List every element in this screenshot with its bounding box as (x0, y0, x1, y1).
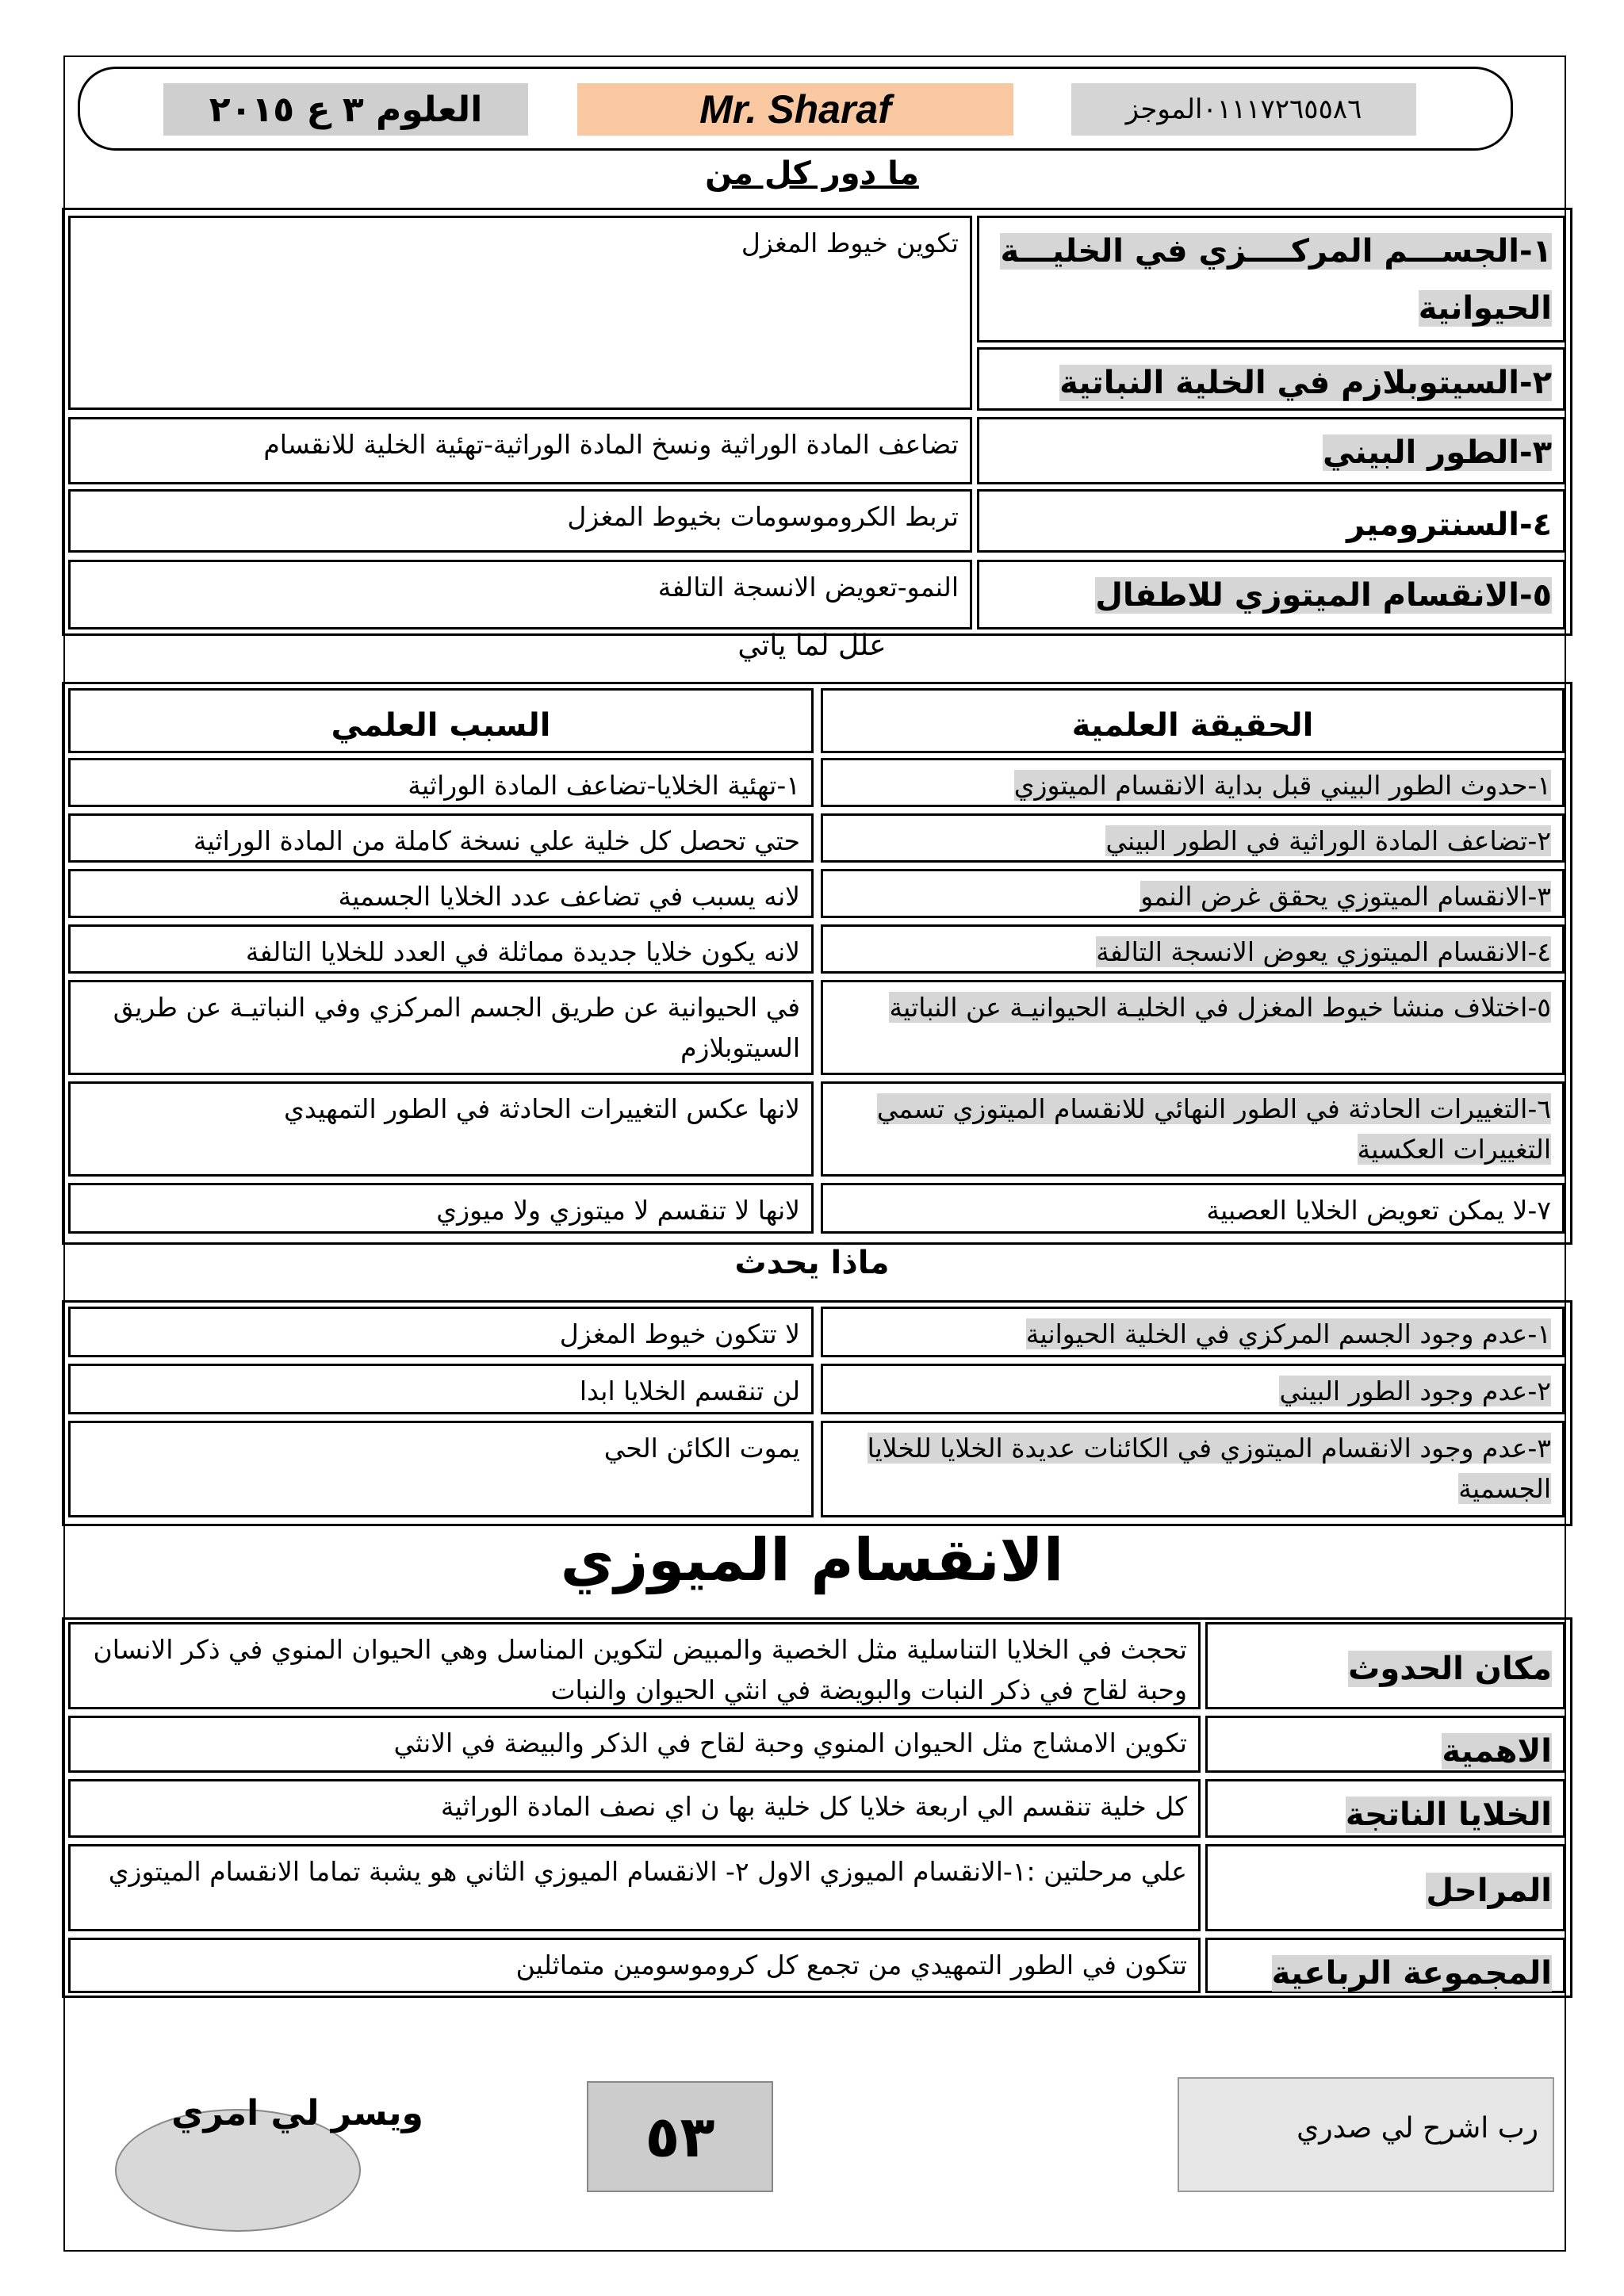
contact-number: ٠١١١٧٢٦٥٥٨٦الموجز (1071, 83, 1416, 136)
section-explain-title: علل لما ياتي (737, 629, 887, 662)
role-term: ٥-الانقسام الميتوزي للاطفال (977, 560, 1565, 629)
meiosis-label: الاهمية (1205, 1716, 1565, 1773)
teacher-name: Mr. Sharaf (577, 83, 1013, 136)
meiosis-text: علي مرحلتين :١-الانقسام الميوزي الاول ٢- الانقسام الميوزي الثاني هو يشبة تماما الانقسام الميتوزي (68, 1844, 1201, 1931)
reason-cell: ١-تهئية الخلايا-تضاعف المادة الوراثية (68, 758, 814, 807)
role-value: تضاعف المادة الوراثية ونسخ المادة الوراثية-تهئية الخلية للانقسام (68, 417, 972, 484)
role-value: النمو-تعويض الانسجة التالفة (68, 560, 972, 629)
meiosis-label: المجموعة الرباعية (1205, 1938, 1565, 1993)
reason-cell: حتي تحصل كل خلية علي نسخة كاملة من المادة الوراثية (68, 813, 814, 863)
page-number: ٥٣ (587, 2081, 773, 2192)
role-value: تربط الكروموسومات بخيوط المغزل (68, 489, 972, 553)
condition-cell: ٢-عدم وجود الطور البيني (821, 1364, 1565, 1414)
section-what-title: ماذا يحدث (734, 1245, 890, 1281)
role-term: ٤-السنترومير (977, 489, 1565, 553)
meiosis-label: الخلايا الناتجة (1205, 1779, 1565, 1838)
fact-cell: ٢-تضاعف المادة الوراثية في الطور البيني (821, 813, 1565, 863)
fact-cell: ٥-اختلاف منشا خيوط المغزل في الخليـة الحيوانيـة عن النباتية (821, 980, 1565, 1075)
reason-cell: لانه يسبب في تضاعف عدد الخلايا الجسمية (68, 869, 814, 918)
meiosis-label: مكان الحدوث (1205, 1622, 1565, 1709)
fact-header: الحقيقة العلمية (821, 688, 1565, 753)
condition-cell: ٣-عدم وجود الانقسام الميتوزي في الكائنات عديدة الخلايا للخلايا الجسمية (821, 1421, 1565, 1517)
meiosis-label: المراحل (1205, 1844, 1565, 1931)
result-cell: يموت الكائن الحي (68, 1421, 814, 1517)
condition-cell: ١-عدم وجود الجسم المركزي في الخلية الحيوانية (821, 1307, 1565, 1357)
subject-title: العلوم ٣ ع ٢٠١٥ (163, 83, 528, 136)
meiosis-text: تتكون في الطور التمهيدي من تجمع كل كروموسومين متماثلين (68, 1938, 1201, 1993)
role-term: ١-الجســـم المركــــزي في الخليـــة الحيوانية (977, 216, 1565, 342)
section-meiosis-title: الانقسام الميوزي (560, 1526, 1064, 1594)
header-banner (78, 67, 1513, 151)
reason-cell: في الحيوانية عن طريق الجسم المركزي وفي النباتيـة عن طريق السيتوبلازم (68, 980, 814, 1075)
fact-cell: ٧-لا يمكن تعويض الخلايا العصبية (821, 1183, 1565, 1234)
reason-header: السبب العلمي (68, 688, 814, 753)
fact-cell: ٦-التغييرات الحادثة في الطور النهائي للانقسام الميتوزي تسمي التغييرات العكسية (821, 1081, 1565, 1177)
meiosis-text: تكوين الامشاج مثل الحيوان المنوي وحبة لقاح في الذكر والبيضة في الانثي (68, 1716, 1201, 1773)
fact-cell: ٣-الانقسام الميتوزي يحقق غرض النمو (821, 869, 1565, 918)
result-cell: لن تنقسم الخلايا ابدا (68, 1364, 814, 1414)
prayer-box: رب اشرح لي صدري (1178, 2077, 1554, 2192)
section-role-title: ما دور كل من (705, 155, 919, 192)
role-term: ٣-الطور البيني (977, 417, 1565, 484)
reason-cell: لانه يكون خلايا جديدة مماثلة في العدد للخلايا التالفة (68, 924, 814, 974)
role-value: تكوين خيوط المغزل (68, 216, 972, 410)
meiosis-text: كل خلية تنقسم الي اربعة خلايا كل خلية بها ن اي نصف المادة الوراثية (68, 1779, 1201, 1838)
role-term: ٢-السيتوبلازم في الخلية النباتية (977, 347, 1565, 411)
result-cell: لا تتكون خيوط المغزل (68, 1307, 814, 1357)
reason-cell: لانها عكس التغييرات الحادثة في الطور التمهيدي (68, 1081, 814, 1177)
fact-cell: ٤-الانقسام الميتوزي يعوض الانسجة التالفة (821, 924, 1565, 974)
prayer-text-2: ويسر لي امري (171, 2093, 423, 2133)
fact-cell: ١-حدوث الطور البيني قبل بداية الانقسام الميتوزي (821, 758, 1565, 807)
meiosis-text: تحجث في الخلايا التناسلية مثل الخصية والمبيض لتكوين المناسل وهي الحيوان المنوي في ذكر الانسان وحبة لقاح في ذكر النبات والبويضة في انثي الحيوان والنبات (68, 1622, 1201, 1709)
reason-cell: لانها لا تنقسم لا ميتوزي ولا ميوزي (68, 1183, 814, 1234)
